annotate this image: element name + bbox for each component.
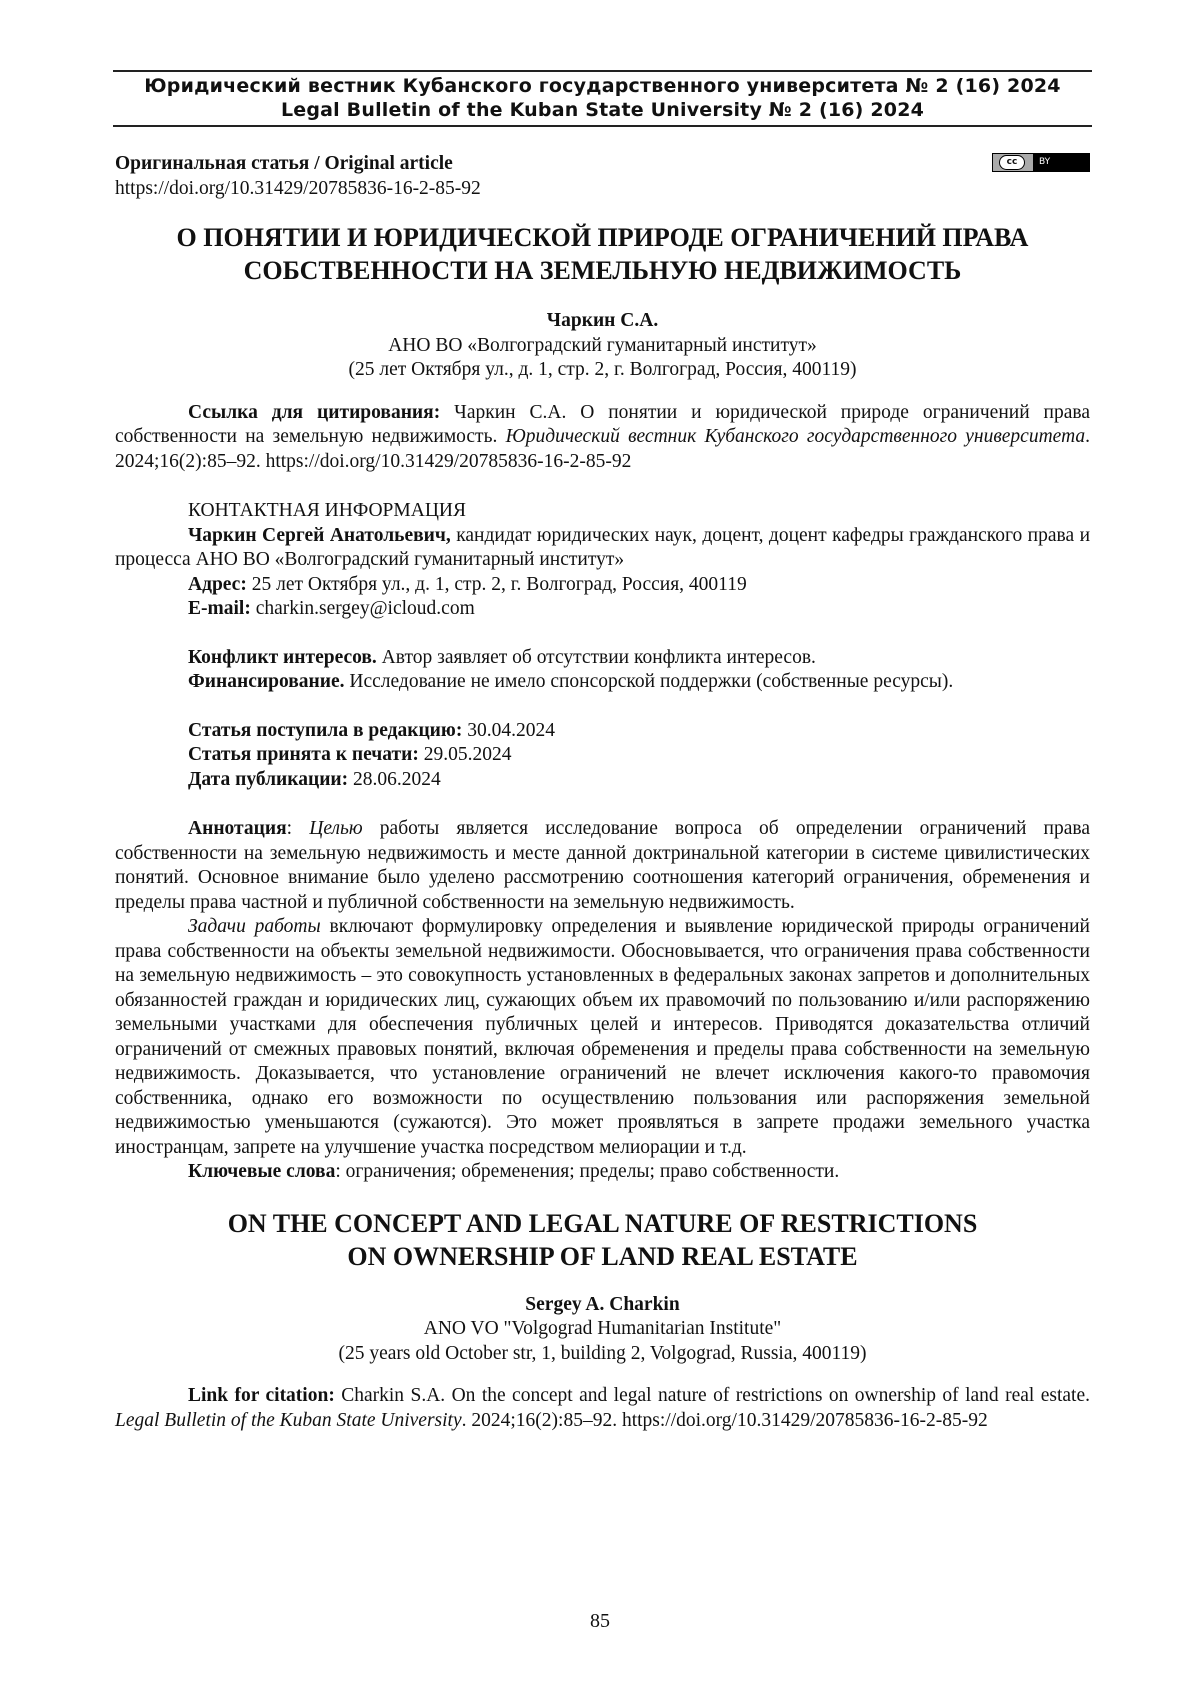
- contact-address: [115, 573, 1090, 598]
- article-type: Оригинальная статья / Original article: [115, 153, 453, 174]
- article-title-ru: [115, 221, 1090, 287]
- author-affiliation-en: ANO VO "Volgograd Humanitarian Institute": [423, 1318, 782, 1339]
- funding-value: Исследование не имело спонсорской поддержки (собственные ресурсы).: [349, 671, 954, 692]
- article-dates: [115, 719, 1090, 793]
- article-title-ru-line2: СОБСТВЕННОСТИ НА ЗЕМЕЛЬНУЮ НЕДВИЖИМОСТЬ: [243, 256, 962, 285]
- funding-label: Финансирование.: [188, 671, 345, 692]
- citation-label-ru: Ссылка для цитирования:: [188, 401, 441, 423]
- author-name-en: Sergey A. Charkin: [525, 1293, 680, 1315]
- author-address-ru: (25 лет Октября ул., д. 1, стр. 2, г. Волгоград, Россия, 400119): [348, 359, 857, 380]
- abstract-p1-text: работы является исследование вопроса об определении ограничений права собственности на земельную недвижимость и месте данной доктринальной категории в системе цивилистических понятий. Основное внимание было уделено рассмотрению соотношения категорий ограничения, обременения и пределы права частной и публичной собственности на земельную недвижимость.: [115, 818, 1091, 913]
- address-label: Адрес:: [188, 573, 247, 595]
- author-affiliation-ru: АНО ВО «Волгоградский гуманитарный институт»: [388, 334, 817, 356]
- contact-heading: КОНТАКТНАЯ ИНФОРМАЦИЯ: [188, 500, 466, 521]
- article-title-en-line1: ON THE CONCEPT AND LEGAL NATURE OF RESTRICTIONS: [227, 1208, 978, 1238]
- address-value: 25 лет Октября ул., д. 1, стр. 2, г. Волгоград, Россия, 400119: [251, 573, 747, 595]
- conflict-label: Конфликт интересов.: [188, 646, 377, 668]
- keywords-label: Ключевые слова: [188, 1161, 336, 1182]
- abstract-ru: [115, 817, 1090, 1185]
- citation-tail-ru: . 2024;16(2):85–92. https://doi.org/10.31429/20785836-16-2-85-92: [115, 426, 1091, 472]
- keywords-ru: [115, 1160, 1090, 1185]
- citation-text-en: Charkin S.A. On the concept and legal nature of restrictions on ownership of land real estate.: [341, 1385, 1090, 1406]
- journal-header: [113, 70, 1092, 127]
- contact-email: [115, 597, 1090, 622]
- contact-info: [115, 499, 1090, 622]
- abstract-paragraph-1: [115, 817, 1090, 915]
- doi-link[interactable]: https://doi.org/10.31429/20785836-16-2-85-92: [115, 177, 481, 199]
- funding: [115, 670, 1090, 695]
- cc-label: cc: [999, 155, 1025, 170]
- abstract-p2-text: включают формулировку определения и выявление юридической природы ограничений права собственности на объекты земельной недвижимости. Обосновывается, что ограничения права собственности на земельную недвижимость – это совокупность установленных в федеральных законах запретов и дополнительных обязанностей граждан и юридических лиц, сужающих объем их правомочий по пользованию и/или распоряжению земельными участками для обеспечения публичных целей и интересов. Приводятся доказательства отличий ограничений от смежных правовых понятий, включая обременения и пределы права собственности на земельную недвижимость. Доказывается, что установление ограничений не влечет исключения какого-то правомочия собственника, однако его возможности по осуществлению пользования или распоряжения земельной недвижимостью уменьшаются (сужаются). Это может проявляться в запрете продажи земельного участка иностранцам, запрете на улучшение участка посредством мелиорации и т.д.: [115, 916, 1090, 1158]
- page-number: 85: [590, 1610, 610, 1632]
- article-title-en-line2: ON OWNERSHIP OF LAND REAL ESTATE: [347, 1241, 858, 1271]
- conflict-funding: [115, 646, 1090, 695]
- by-label: BY: [1039, 157, 1051, 167]
- author-address-en: (25 years old October str, 1, building 2, Volgograd, Russia, 400119): [338, 1342, 867, 1364]
- accepted-value: 29.05.2024: [423, 744, 512, 765]
- citation-label-en: Link for citation:: [188, 1385, 335, 1406]
- date-received: [115, 719, 1090, 744]
- received-label: Статья поступила в редакцию:: [188, 719, 463, 741]
- journal-header-ru: Юридический вестник Кубанского государственного университета № 2 (16) 2024: [144, 75, 1061, 97]
- email-value[interactable]: charkin.sergey@icloud.com: [255, 598, 475, 619]
- abstract-aim-word: Целью: [309, 818, 363, 839]
- journal-header-en: Legal Bulletin of the Kuban State University № 2 (16) 2024: [280, 99, 925, 121]
- contact-name: Чаркин Сергей Анатольевич,: [188, 524, 451, 546]
- citation-en: [115, 1384, 1090, 1433]
- keywords-value: : ограничения; обременения; пределы; право собственности.: [335, 1161, 840, 1182]
- date-published: [115, 768, 1090, 793]
- abstract-colon: :: [286, 818, 310, 839]
- author-block-en: [115, 1293, 1090, 1367]
- contact-desc: кандидат юридических наук, доцент, доцент кафедры гражданского права и процесса АНО ВО «Волгоградский гуманитарный институт»: [115, 524, 1091, 570]
- email-label: E-mail:: [188, 598, 251, 619]
- article-title-en: [115, 1207, 1090, 1273]
- published-value: 28.06.2024: [353, 768, 441, 790]
- published-label: Дата публикации:: [188, 768, 349, 790]
- conflict-value: Автор заявляет об отсутствии конфликта интересов.: [381, 646, 816, 668]
- date-accepted: [115, 743, 1090, 768]
- abstract-tasks-word: Задачи работы: [188, 916, 321, 937]
- citation-ru: [115, 401, 1090, 475]
- abstract-label: Аннотация: [188, 818, 287, 839]
- citation-text-ru: Чаркин С.А. О понятии и юридической природе ограничений права собственности на земельную недвижимость.: [115, 401, 1091, 447]
- accepted-label: Статья принята к печати:: [188, 744, 419, 765]
- citation-journal-ru: Юридический вестник Кубанского государственного университета: [505, 426, 1086, 447]
- citation-tail-en: . 2024;16(2):85–92. https://doi.org/10.31429/20785836-16-2-85-92: [461, 1409, 988, 1431]
- citation-journal-en: Legal Bulletin of the Kuban State University: [115, 1409, 462, 1431]
- cc-by-license-icon: [992, 153, 1090, 172]
- contact-author: [115, 524, 1090, 573]
- author-block-ru: [115, 309, 1090, 383]
- article-title-ru-line1: О ПОНЯТИИ И ЮРИДИЧЕСКОЙ ПРИРОДЕ ОГРАНИЧЕНИЙ ПРАВА: [176, 223, 1029, 252]
- document-page: [115, 70, 1090, 1433]
- abstract-paragraph-2: [115, 915, 1090, 1160]
- author-name-ru: Чаркин С.А.: [546, 310, 659, 331]
- received-value: 30.04.2024: [467, 719, 555, 741]
- conflict-of-interest: [115, 646, 1090, 671]
